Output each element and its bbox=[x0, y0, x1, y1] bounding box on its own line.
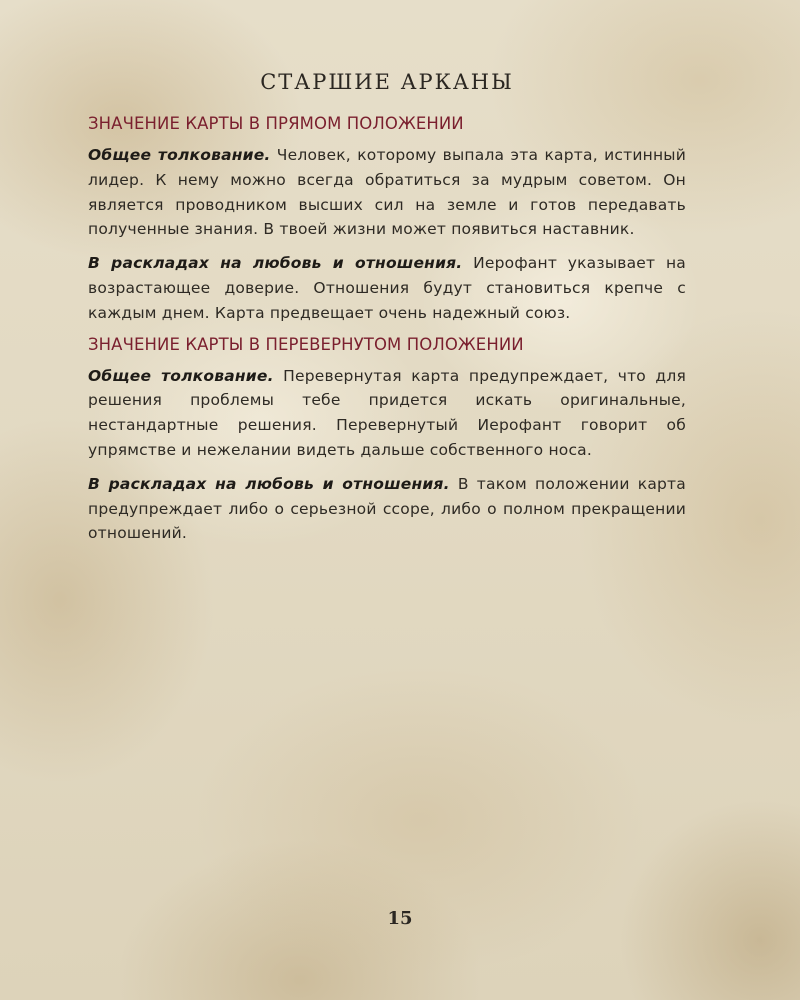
page-content bbox=[88, 64, 686, 555]
running-head: СТАРШИЕ АРКАНЫ bbox=[260, 70, 514, 94]
paragraph-love-reversed bbox=[88, 472, 686, 546]
paragraph-text: Перевернутая карта предупреждает, что для решения проблемы тебе придется искать оригинальные, нестандартные решения. Перевернутый Иерофант говорит об упрямстве и нежелании видеть дальше собственного носа. bbox=[88, 366, 686, 459]
upright-meaning-section bbox=[88, 114, 686, 326]
paragraph-general-reversed bbox=[88, 364, 686, 463]
section-title-upright: ЗНАЧЕНИЕ КАРТЫ В ПРЯМОМ ПОЛОЖЕНИИ bbox=[88, 114, 464, 133]
page-number: 15 bbox=[387, 908, 413, 929]
reversed-meaning-section bbox=[88, 335, 686, 547]
paragraph-love-upright bbox=[88, 251, 686, 325]
paragraph-text: В таком положении карта предупреждает либо о серьезной ссоре, либо о полном прекращении отношений. bbox=[88, 474, 686, 543]
section-title-reversed: ЗНАЧЕНИЕ КАРТЫ В ПЕРЕВЕРНУТОМ ПОЛОЖЕНИИ bbox=[88, 334, 524, 354]
paragraph-lead: В раскладах на любовь и отношения. bbox=[88, 474, 450, 493]
paragraph-lead: Общее толкование. bbox=[88, 146, 271, 164]
paragraph-general-upright bbox=[88, 143, 686, 242]
paragraph-lead: В раскладах на любовь и отношения. bbox=[88, 254, 463, 273]
paragraph-lead: Общее толкование. bbox=[88, 366, 274, 385]
paragraph-text: Человек, которому выпала эта карта, истинный лидер. К нему можно всегда обратиться за мудрым советом. Он является проводником высших сил на земле и готов передавать полученные знания. В твоей жизни может появиться наставник. bbox=[88, 146, 686, 239]
paragraph-text: Иерофант указывает на возрастающее доверие. Отношения будут становиться крепче с каждым днем. Карта предвещает очень надежный союз. bbox=[88, 254, 686, 322]
